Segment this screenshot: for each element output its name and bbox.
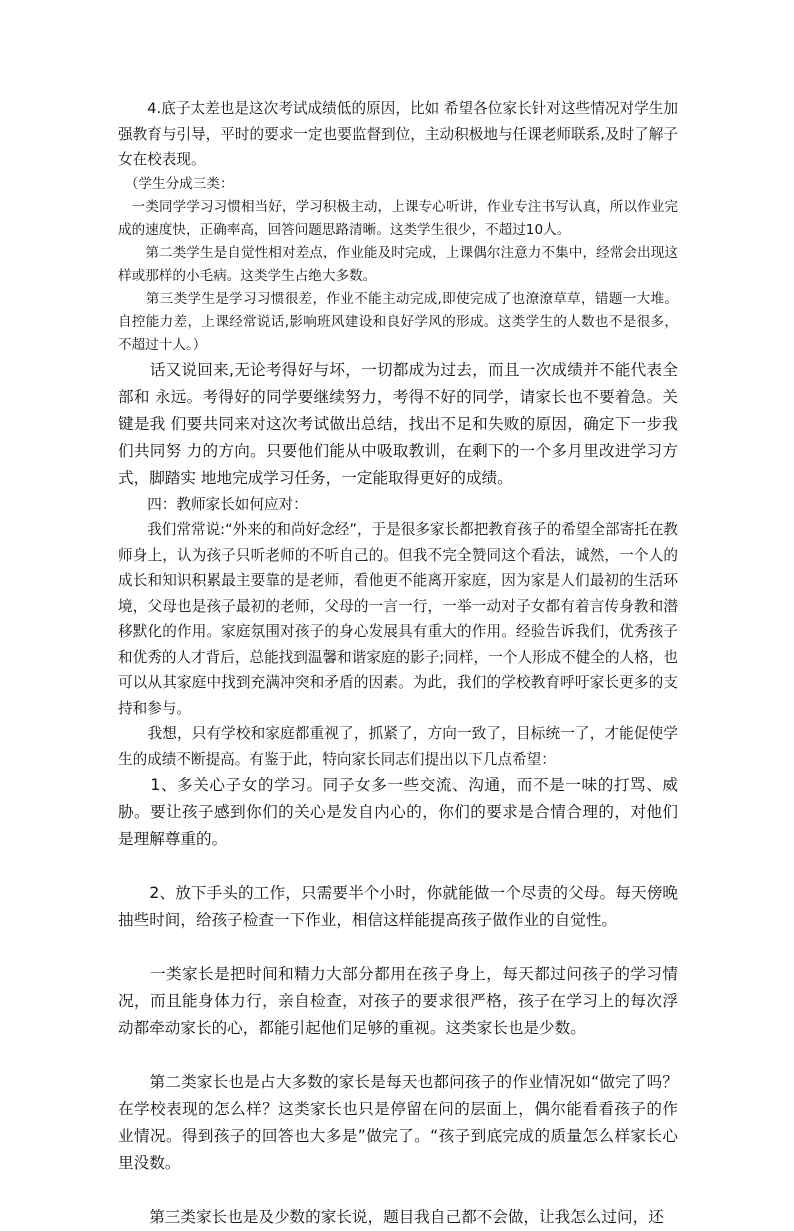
paragraph-student-groups-intro: （学生分成三类： — [118, 175, 234, 192]
paragraph-student-group-2: 第二类学生是自觉性相对差点，作业能及时完成，上课偶尔注意力不集中，经常会出现这样或那样的小毛病。这类学生占绝大多数。 — [118, 244, 678, 284]
section-heading-4: 四：教师家长如何应对： — [118, 495, 308, 513]
paragraph-foundation: 4.底子太差也是这次考试成绩低的原因，比如 希望各位家长针对这些情况对学生加强教育与引导，平时的要求一定也要监督到位，主动积极地与任课老师联系,及时了解子女在校表现。 — [118, 100, 678, 168]
blank-line — [118, 1177, 678, 1204]
paragraph-student-group-3: 第三类学生是学习习惯很差，作业不能主动完成,即使完成了也潦潦草草，错题一大堆。自控能力差，上课经常说话,影响班风建设和良好学风的形成。这类学生的人数也不是很多，不超过十人。） — [118, 290, 678, 353]
paragraph-family-role: 我们常常说:“外来的和尚好念经”，于是很多家长都把教育孩子的希望全部寄托在教师身上，认为孩子只听老师的不听自己的。但我不完全赞同这个看法，诚然，一个人的成长和知识积累最主要靠的是老师，看他更不能离开家庭，因为家是人们最初的生活环境，父母也是孩子最初的老师，父母的一言一行，一举一动对子女都有着言传身教和潜移默化的作用。家庭氛围对孩子的身心发展具有重大的作用。经验告诉我们，优秀孩子和优秀的人才背后，总能找到温馨和谐家庭的影子;同样，一个人形成不健全的人格，也可以从其家庭中找到充满冲突和矛盾的因素。为此，我们的学校教育呼吁家长更多的支持和参与。 — [118, 521, 679, 717]
paragraph-hopes-intro: 我想，只有学校和家庭都重视了，抓紧了，方向一致了，目标统一了，才能促使学生的成绩不断提高。有鉴于此，特向家长同志们提出以下几点希望： — [118, 725, 678, 768]
blank-line — [118, 1042, 678, 1069]
paragraph-parent-type-1: 一类家长是把时间和精力大部分都用在孩子身上，每天都过问孩子的学习情况，而且能身体力行，亲自检查，对孩子的要求很严格，孩子在学习上的每次浮动都牵动家长的心，都能引起他们足够的重视。这类家长也是少数。 — [118, 965, 678, 1037]
blank-line — [118, 853, 678, 880]
paragraph-student-group-1: 一类同学学习习惯相当好，学习积极主动，上课专心听讲，作业专注书写认真，所以作业完成的速度快，正确率高，回答问题思路清晰。这类学生很少，不超过10人。 — [118, 198, 678, 238]
paragraph-summary: 话又说回来,无论考得好与坏，一切都成为过去，而且一次成绩并不能代表全部和 永远。考得好的同学要继续努力，考得不好的同学，请家长也不要着急。关键是我 们要共同来对这次考试做出总结，找出不足和失败的原因，确定下一步我们共同努 力的方向。只要他们能从中吸取教训，在剩下的一个多月里改进学习方式，脚踏实 地地完成学习任务，一定能取得更好的成绩。 — [118, 360, 678, 487]
blank-line — [118, 934, 678, 961]
paragraph-parent-type-3: 第三类家长也是及少数的家长说，题目我自己都不会做，让我怎么过问，还 — [118, 1208, 664, 1226]
paragraph-parent-type-2: 第二类家长也是占大多数的家长是每天也都问孩子的作业情况如“做完了吗？在学校表现的怎么样？这类家长也只是停留在问的层面上，偶尔能看看孩子的作业情况。得到孩子的回答也大多是”做完了。“孩子到底完成的质量怎么样家长心里没数。 — [118, 1073, 678, 1172]
document-body — [118, 96, 678, 1231]
paragraph-hope-2: 2、放下手头的工作，只需要半个小时，你就能做一个尽责的父母。每天傍晚抽些时间，给孩子检查一下作业，相信这样能提高孩子做作业的自觉性。 — [118, 884, 678, 929]
paragraph-hope-1: 1、多关心子女的学习。同子女多一些交流、沟通，而不是一味的打骂、威胁。要让孩子感到你们的关心是发自内心的，你们的要求是合情合理的，对他们是理解尊重的。 — [118, 776, 678, 848]
